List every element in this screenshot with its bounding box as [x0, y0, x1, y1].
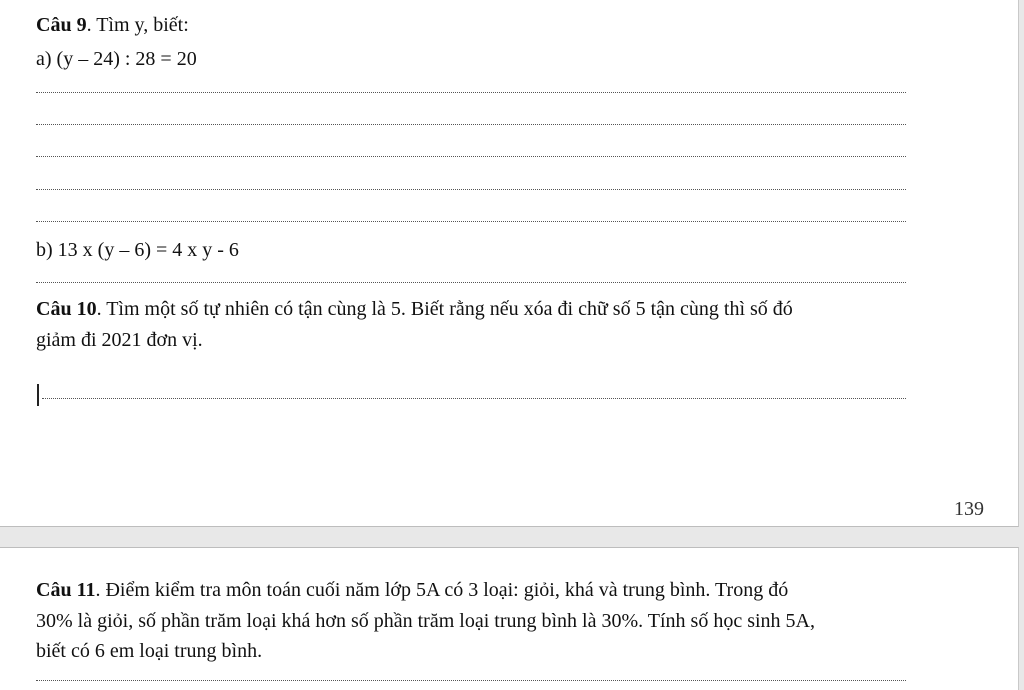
question-10-line-1 [36, 297, 793, 321]
answer-line [36, 680, 906, 681]
document-page-bottom [0, 547, 1019, 690]
text-cursor[interactable] [37, 384, 39, 406]
question-9-part-a: a) (y – 24) : 28 = 20 [36, 48, 197, 70]
question-9-title: . Tìm y, biết: [86, 14, 189, 36]
question-10-label: Câu 10 [36, 298, 97, 320]
question-11-line-2: 30% là giỏi, số phần trăm loại khá hơn số phần trăm loại trung bình là 30%. Tính số học sinh 5A, [36, 610, 815, 632]
answer-line [36, 221, 906, 222]
question-10-line-2: giảm đi 2021 đơn vị. [36, 329, 203, 351]
question-9-label: Câu 9 [36, 14, 87, 36]
question-11-line-1 [36, 578, 788, 602]
page-number: 139 [954, 498, 984, 520]
question-10-text: . Tìm một số tự nhiên có tận cùng là 5. Biết rằng nếu xóa đi chữ số 5 tận cùng thì số đó [96, 298, 793, 320]
answer-line [36, 92, 906, 93]
answer-line [42, 398, 906, 399]
answer-line [36, 124, 906, 125]
question-9-part-b: b) 13 x (y – 6) = 4 x y - 6 [36, 239, 239, 261]
answer-line [36, 156, 906, 157]
question-9-heading [36, 13, 189, 37]
answer-line [36, 189, 906, 190]
question-11-line-3: biết có 6 em loại trung bình. [36, 640, 263, 662]
answer-line [36, 282, 906, 283]
question-11-label: Câu 11 [36, 579, 96, 601]
question-11-text: . Điểm kiểm tra môn toán cuối năm lớp 5A có 3 loại: giỏi, khá và trung bình. Trong đó [95, 579, 789, 601]
